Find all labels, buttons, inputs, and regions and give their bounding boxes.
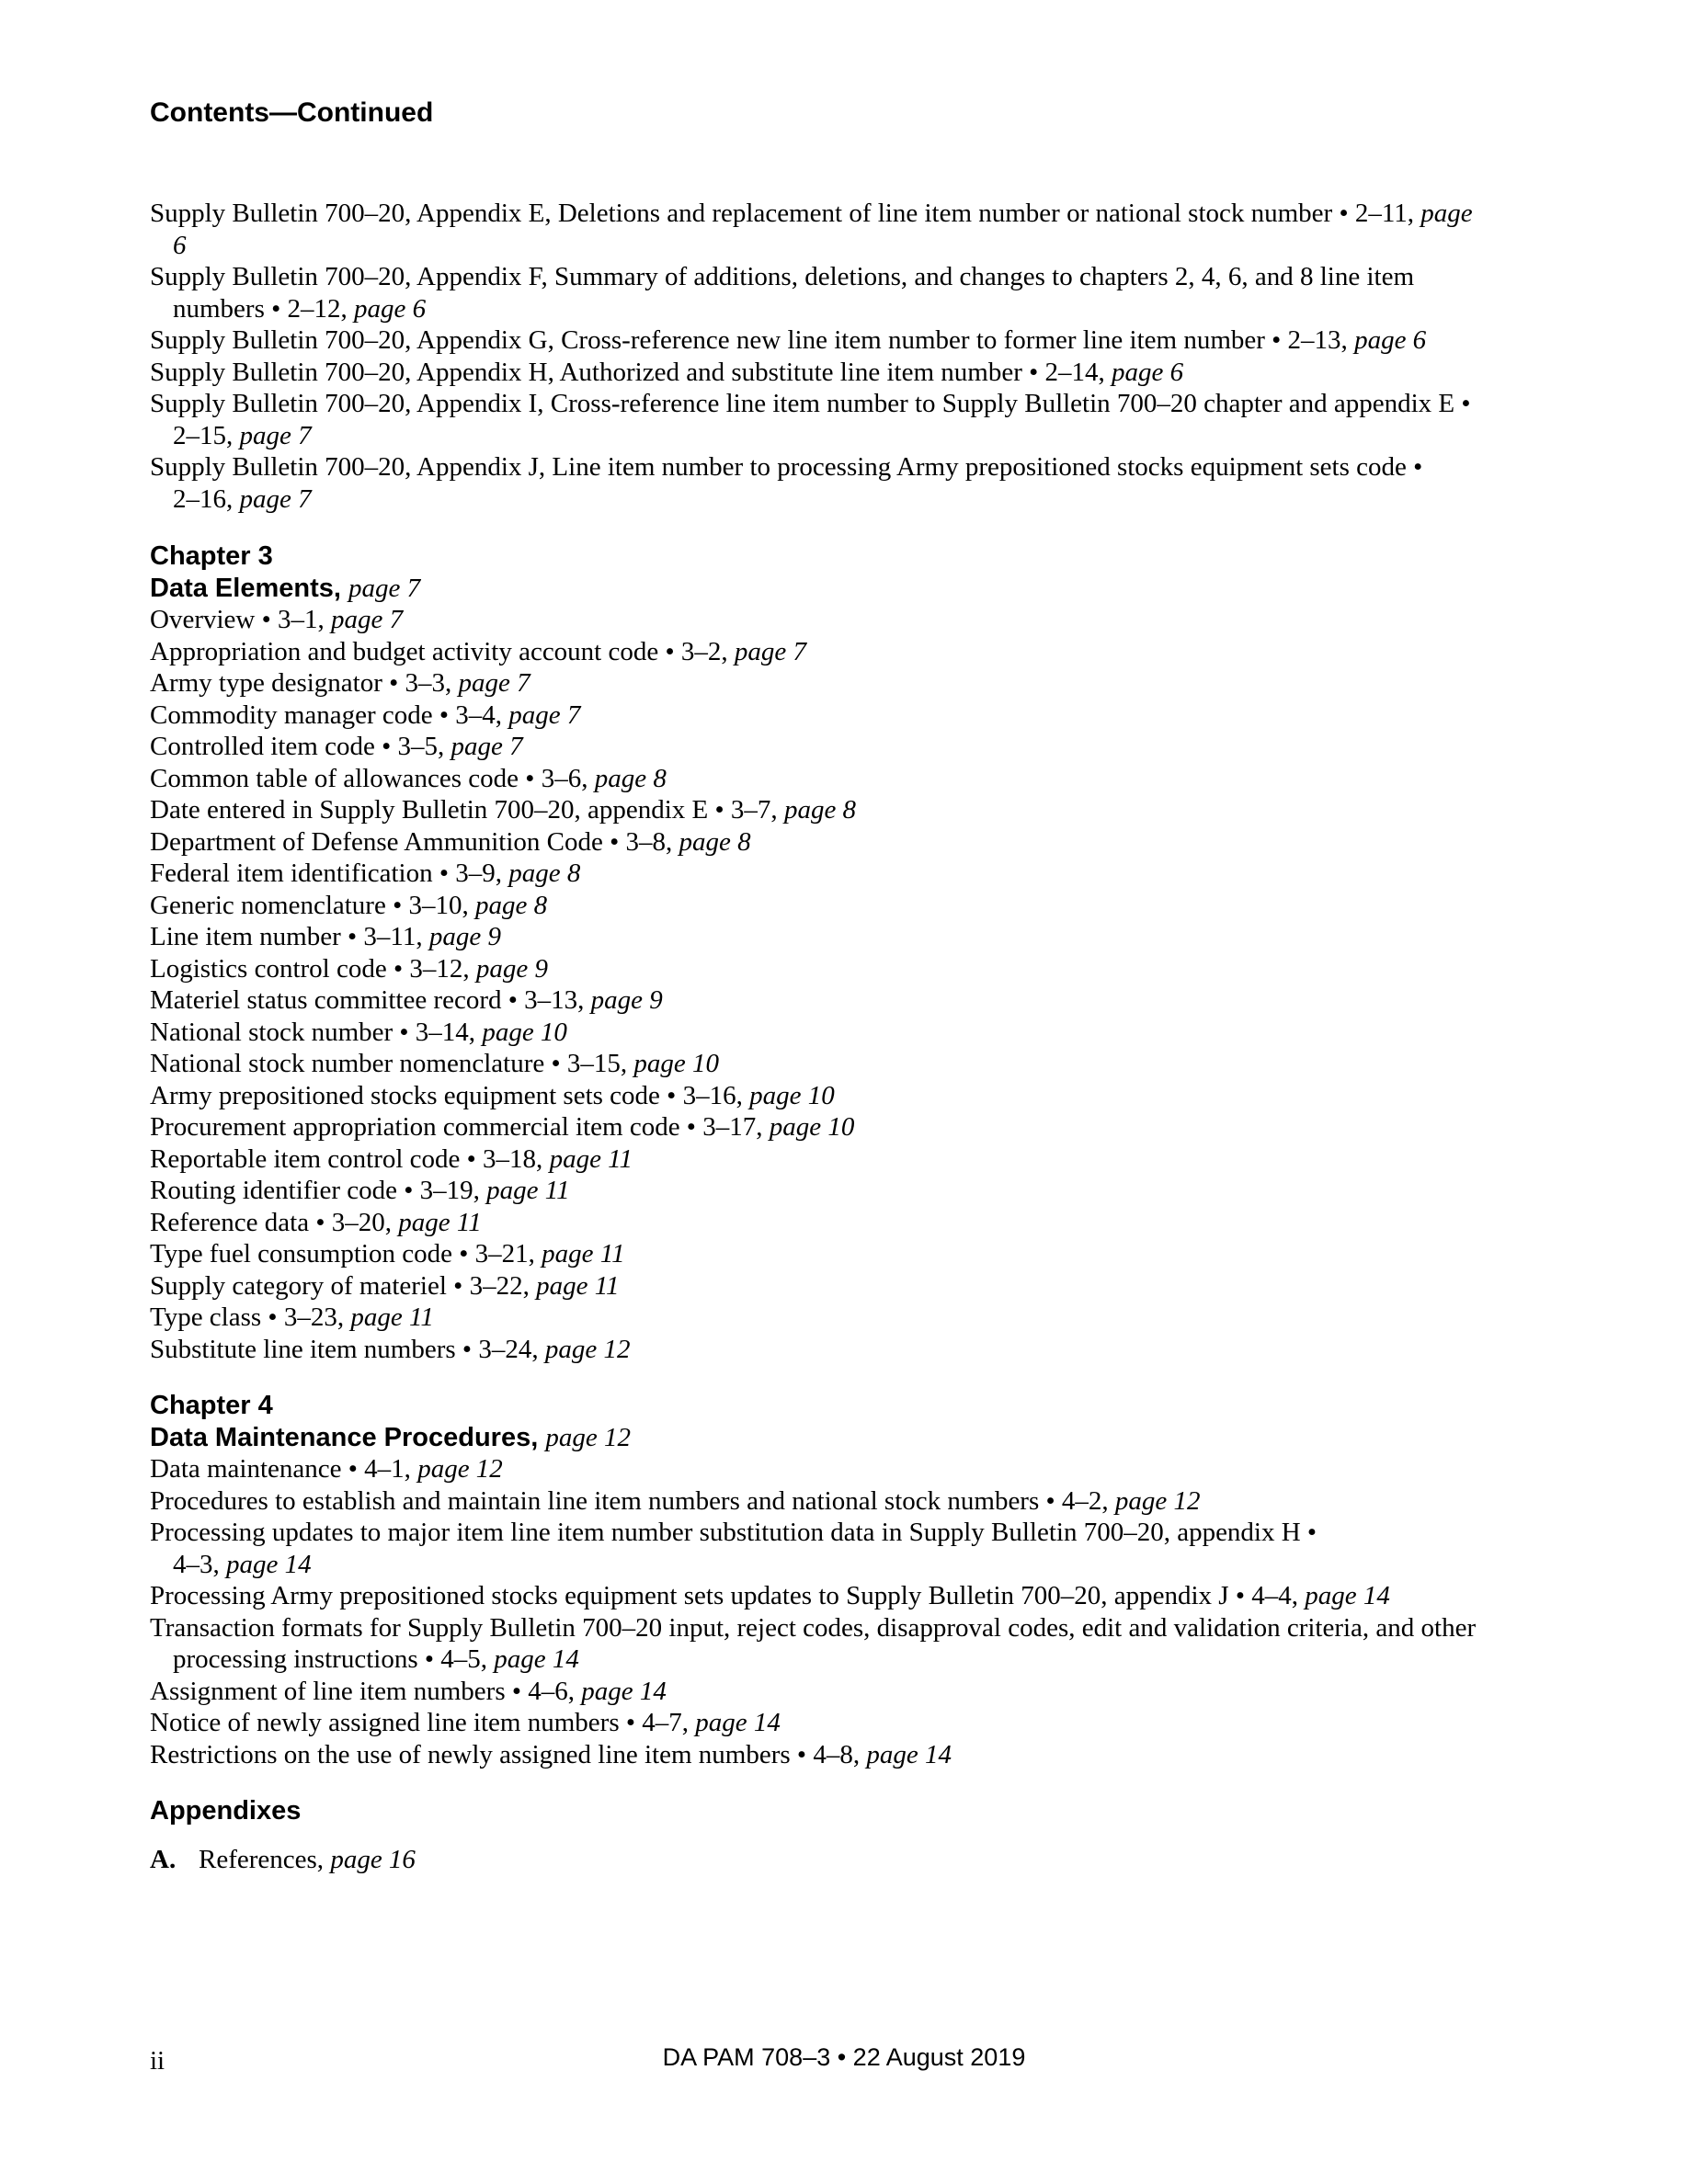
toc-entry[interactable] [150,324,1492,357]
toc-entry[interactable] [150,794,1492,826]
toc-page-ref: page 7 [451,732,523,761]
toc-entry[interactable] [150,1302,1492,1334]
toc-page-ref: page 14 [226,1549,312,1579]
toc-entry[interactable] [150,636,1492,668]
chapter-number: Chapter 4 [150,1391,273,1420]
toc-entry[interactable] [150,261,1492,324]
intro-toc-list [150,198,1492,515]
toc-page-ref: page 9 [475,953,548,984]
toc-page-ref: page 10 [633,1049,720,1078]
toc-entry[interactable] [150,1707,1492,1739]
toc-page-ref: page 12 [544,1334,631,1364]
toc-entry[interactable] [150,1485,1492,1518]
toc-page-ref: page 6 [1354,325,1427,355]
chapter-title[interactable] [150,1422,1492,1454]
toc-page-ref: page 7 [331,605,404,634]
toc-entry[interactable] [150,984,1492,1017]
toc-entry-text: Common table of allowances code • 3–6, [150,763,595,793]
toc-entry-text: Department of Defense Ammunition Code • 3–8, [150,826,679,857]
toc-entry[interactable] [150,604,1492,636]
toc-page-ref: page 8 [783,795,857,825]
toc-entry-text: Date entered in Supply Bulletin 700–20, appendix E • 3–7, [150,795,784,825]
toc-entry[interactable] [150,1207,1492,1239]
toc-entry-text: Generic nomenclature • 3–10, [150,890,475,920]
toc-entry-text: Data maintenance • 4–1, [150,1454,418,1484]
toc-entry[interactable] [150,1517,1340,1580]
toc-entry-text: Transaction formats for Supply Bulletin 700–20 input, reject codes, disapproval codes, edit and validation criteria, and other processing instructions • 4–5, [150,1612,1477,1674]
toc-page-ref: page 12 [545,1422,631,1452]
toc-entry-text: Line item number • 3–11, [150,922,429,951]
toc-page-ref: page 11 [398,1207,482,1237]
appendix-title: References, [199,1844,331,1874]
toc-entry[interactable] [150,357,1492,389]
toc-page-ref: page 6 [354,293,427,324]
toc-entry-text: Commodity manager code • 3–4, [150,700,509,730]
toc-page-ref: page 11 [486,1176,570,1205]
toc-entry[interactable] [150,1080,1492,1112]
appendixes-section [150,1795,1492,1875]
toc-entry-text: Processing updates to major item line item number substitution data in Supply Bulletin 700–20, appendix H • 4–3, [150,1518,1317,1579]
toc-entry-text: Supply Bulletin 700–20, Appendix G, Cross-reference new line item number to former line item number • 2–13, [150,325,1355,355]
toc-entry-text: National stock number nomenclature • 3–15, [150,1049,634,1078]
toc-page-ref: page 8 [679,826,751,857]
toc-entry[interactable] [150,763,1492,795]
toc-entry-text: Army prepositioned stocks equipment sets code • 3–16, [150,1080,750,1110]
chapter-title-text: Data Maintenance Procedures, [150,1422,539,1452]
toc-page-ref: page 7 [239,420,312,450]
toc-entry[interactable] [150,858,1492,890]
toc-entry-text: Controlled item code • 3–5, [150,732,451,761]
toc-page-ref: page 14 [1305,1581,1390,1610]
chapter-title-text: Data Elements, [150,573,341,603]
toc-entry[interactable] [150,388,1492,451]
toc-entry-text: Supply category of materiel • 3–22, [150,1270,537,1301]
toc-entry-text: Assignment of line item numbers • 4–6, [150,1676,582,1706]
toc-entry-text: Logistics control code • 3–12, [150,953,476,984]
toc-entry[interactable] [150,890,1492,922]
toc-entry[interactable] [150,731,1492,763]
toc-page-ref: page 11 [549,1143,633,1174]
chapter-3-section [150,540,1492,1365]
toc-entry-text: Supply Bulletin 700–20, Appendix J, Line item number to processing Army prepositioned stocks equipment sets code • 2–16, [150,452,1423,514]
toc-entry-text: Processing Army prepositioned stocks equipment sets updates to Supply Bulletin 700–20, appendix J • 4–4, [150,1581,1306,1610]
toc-entry-text: Procedures to establish and maintain line item numbers and national stock numbers • 4–2, [150,1485,1115,1516]
toc-entry-text: Notice of newly assigned line item numbers • 4–7, [150,1708,696,1737]
toc-entry-text: Supply Bulletin 700–20, Appendix H, Authorized and substitute line item number • 2–14, [150,357,1112,387]
toc-entry-text: Reportable item control code • 3–18, [150,1143,550,1174]
toc-page-ref: page 11 [536,1270,620,1301]
toc-entry[interactable] [150,1111,1492,1143]
toc-page-ref: page 7 [458,668,530,698]
toc-entry-text: National stock number • 3–14, [150,1017,483,1047]
toc-page-ref: page 10 [769,1112,855,1142]
toc-entry[interactable] [150,1453,1492,1485]
toc-entry[interactable] [150,1143,1492,1176]
toc-entry-text: Supply Bulletin 700–20, Appendix E, Deletions and replacement of line item number or national stock number • 2–11, [150,199,1421,228]
toc-entry[interactable] [150,1580,1492,1612]
toc-page-ref: page 11 [350,1302,434,1332]
toc-entry[interactable] [150,1017,1492,1049]
toc-page-ref: page 11 [542,1239,625,1268]
toc-entry[interactable] [150,667,1492,700]
toc-entry-text: Overview • 3–1, [150,605,331,634]
toc-page-ref: page 12 [1114,1485,1201,1516]
toc-entry[interactable] [150,451,1442,515]
toc-entry[interactable] [150,1612,1492,1676]
toc-entry-text: Procurement appropriation commercial item code • 3–17, [150,1112,770,1142]
chapter-4-section [150,1390,1492,1770]
toc-entry[interactable] [150,1238,1492,1270]
toc-entry-text: Materiel status committee record • 3–13, [150,985,591,1015]
toc-entry-text: Substitute line item numbers • 3–24, [150,1334,545,1364]
toc-page-ref: page 9 [590,985,663,1015]
toc-page-ref: page 14 [866,1739,952,1769]
chapter-number: Chapter 3 [150,541,273,571]
toc-page-ref: page 8 [508,859,581,888]
toc-page-ref: page 12 [417,1454,503,1484]
toc-page-ref: page 14 [494,1644,579,1674]
appendixes-heading: Appendixes [150,1796,302,1826]
toc-entry[interactable] [150,198,1492,261]
page-number: ii [150,2046,165,2076]
toc-page-ref: page 10 [482,1017,567,1047]
toc-page-ref: page 7 [348,573,421,603]
toc-entry[interactable] [150,1270,1492,1302]
toc-entry-text: Restrictions on the use of newly assigned line item numbers • 4–8, [150,1739,867,1769]
page-title: Contents—Continued [150,97,434,128]
toc-page-ref: page 8 [594,763,667,793]
toc-entry-text: Routing identifier code • 3–19, [150,1176,487,1205]
toc-page-ref: page 7 [508,700,581,730]
toc-page-ref: page 6 [1112,357,1184,387]
toc-page-ref: page 14 [695,1708,781,1737]
appendix-entry[interactable] [150,1844,1492,1876]
toc-entry-text: Supply Bulletin 700–20, Appendix I, Cross-reference line item number to Supply Bulletin 700–20 chapter and appendix E • 2–15, [150,389,1471,450]
toc-entry[interactable] [150,1676,1492,1708]
toc-entry[interactable] [150,1739,1492,1771]
toc-entry[interactable] [150,1175,1492,1207]
toc-entry-text: Federal item identification • 3–9, [150,859,509,888]
toc-entry[interactable] [150,1048,1492,1080]
toc-page-ref: page 8 [475,890,548,920]
toc-entry-text: Appropriation and budget activity account code • 3–2, [150,636,735,666]
toc-entry[interactable] [150,826,1492,859]
toc-entry-text: Army type designator • 3–3, [150,668,459,698]
toc-entry-text: Type class • 3–23, [150,1302,351,1332]
toc-entry-text: Type fuel consumption code • 3–21, [150,1239,542,1268]
toc-page-ref: page 7 [239,483,312,514]
toc-page-ref: page 16 [330,1844,416,1874]
toc-entry[interactable] [150,921,1492,953]
document-id: DA PAM 708–3 • 22 August 2019 [662,2043,1026,2071]
toc-entry-text: Supply Bulletin 700–20, Appendix F, Summary of additions, deletions, and changes to chapters 2, 4, 6, and 8 line item numbers • 2–12, [150,262,1415,324]
toc-entry-text: Reference data • 3–20, [150,1207,399,1237]
chapter-title[interactable] [150,573,1492,605]
toc-page-ref: page 14 [581,1676,667,1706]
toc-page-ref: page 7 [734,636,807,666]
toc-entry[interactable] [150,700,1492,732]
toc-page-ref: page 9 [428,922,501,951]
toc-page-ref: page 6 [173,199,1473,260]
appendix-letter: A. [150,1844,177,1874]
toc-page-ref: page 10 [749,1080,835,1110]
toc-entry[interactable] [150,953,1492,985]
toc-entry[interactable] [150,1334,1492,1366]
